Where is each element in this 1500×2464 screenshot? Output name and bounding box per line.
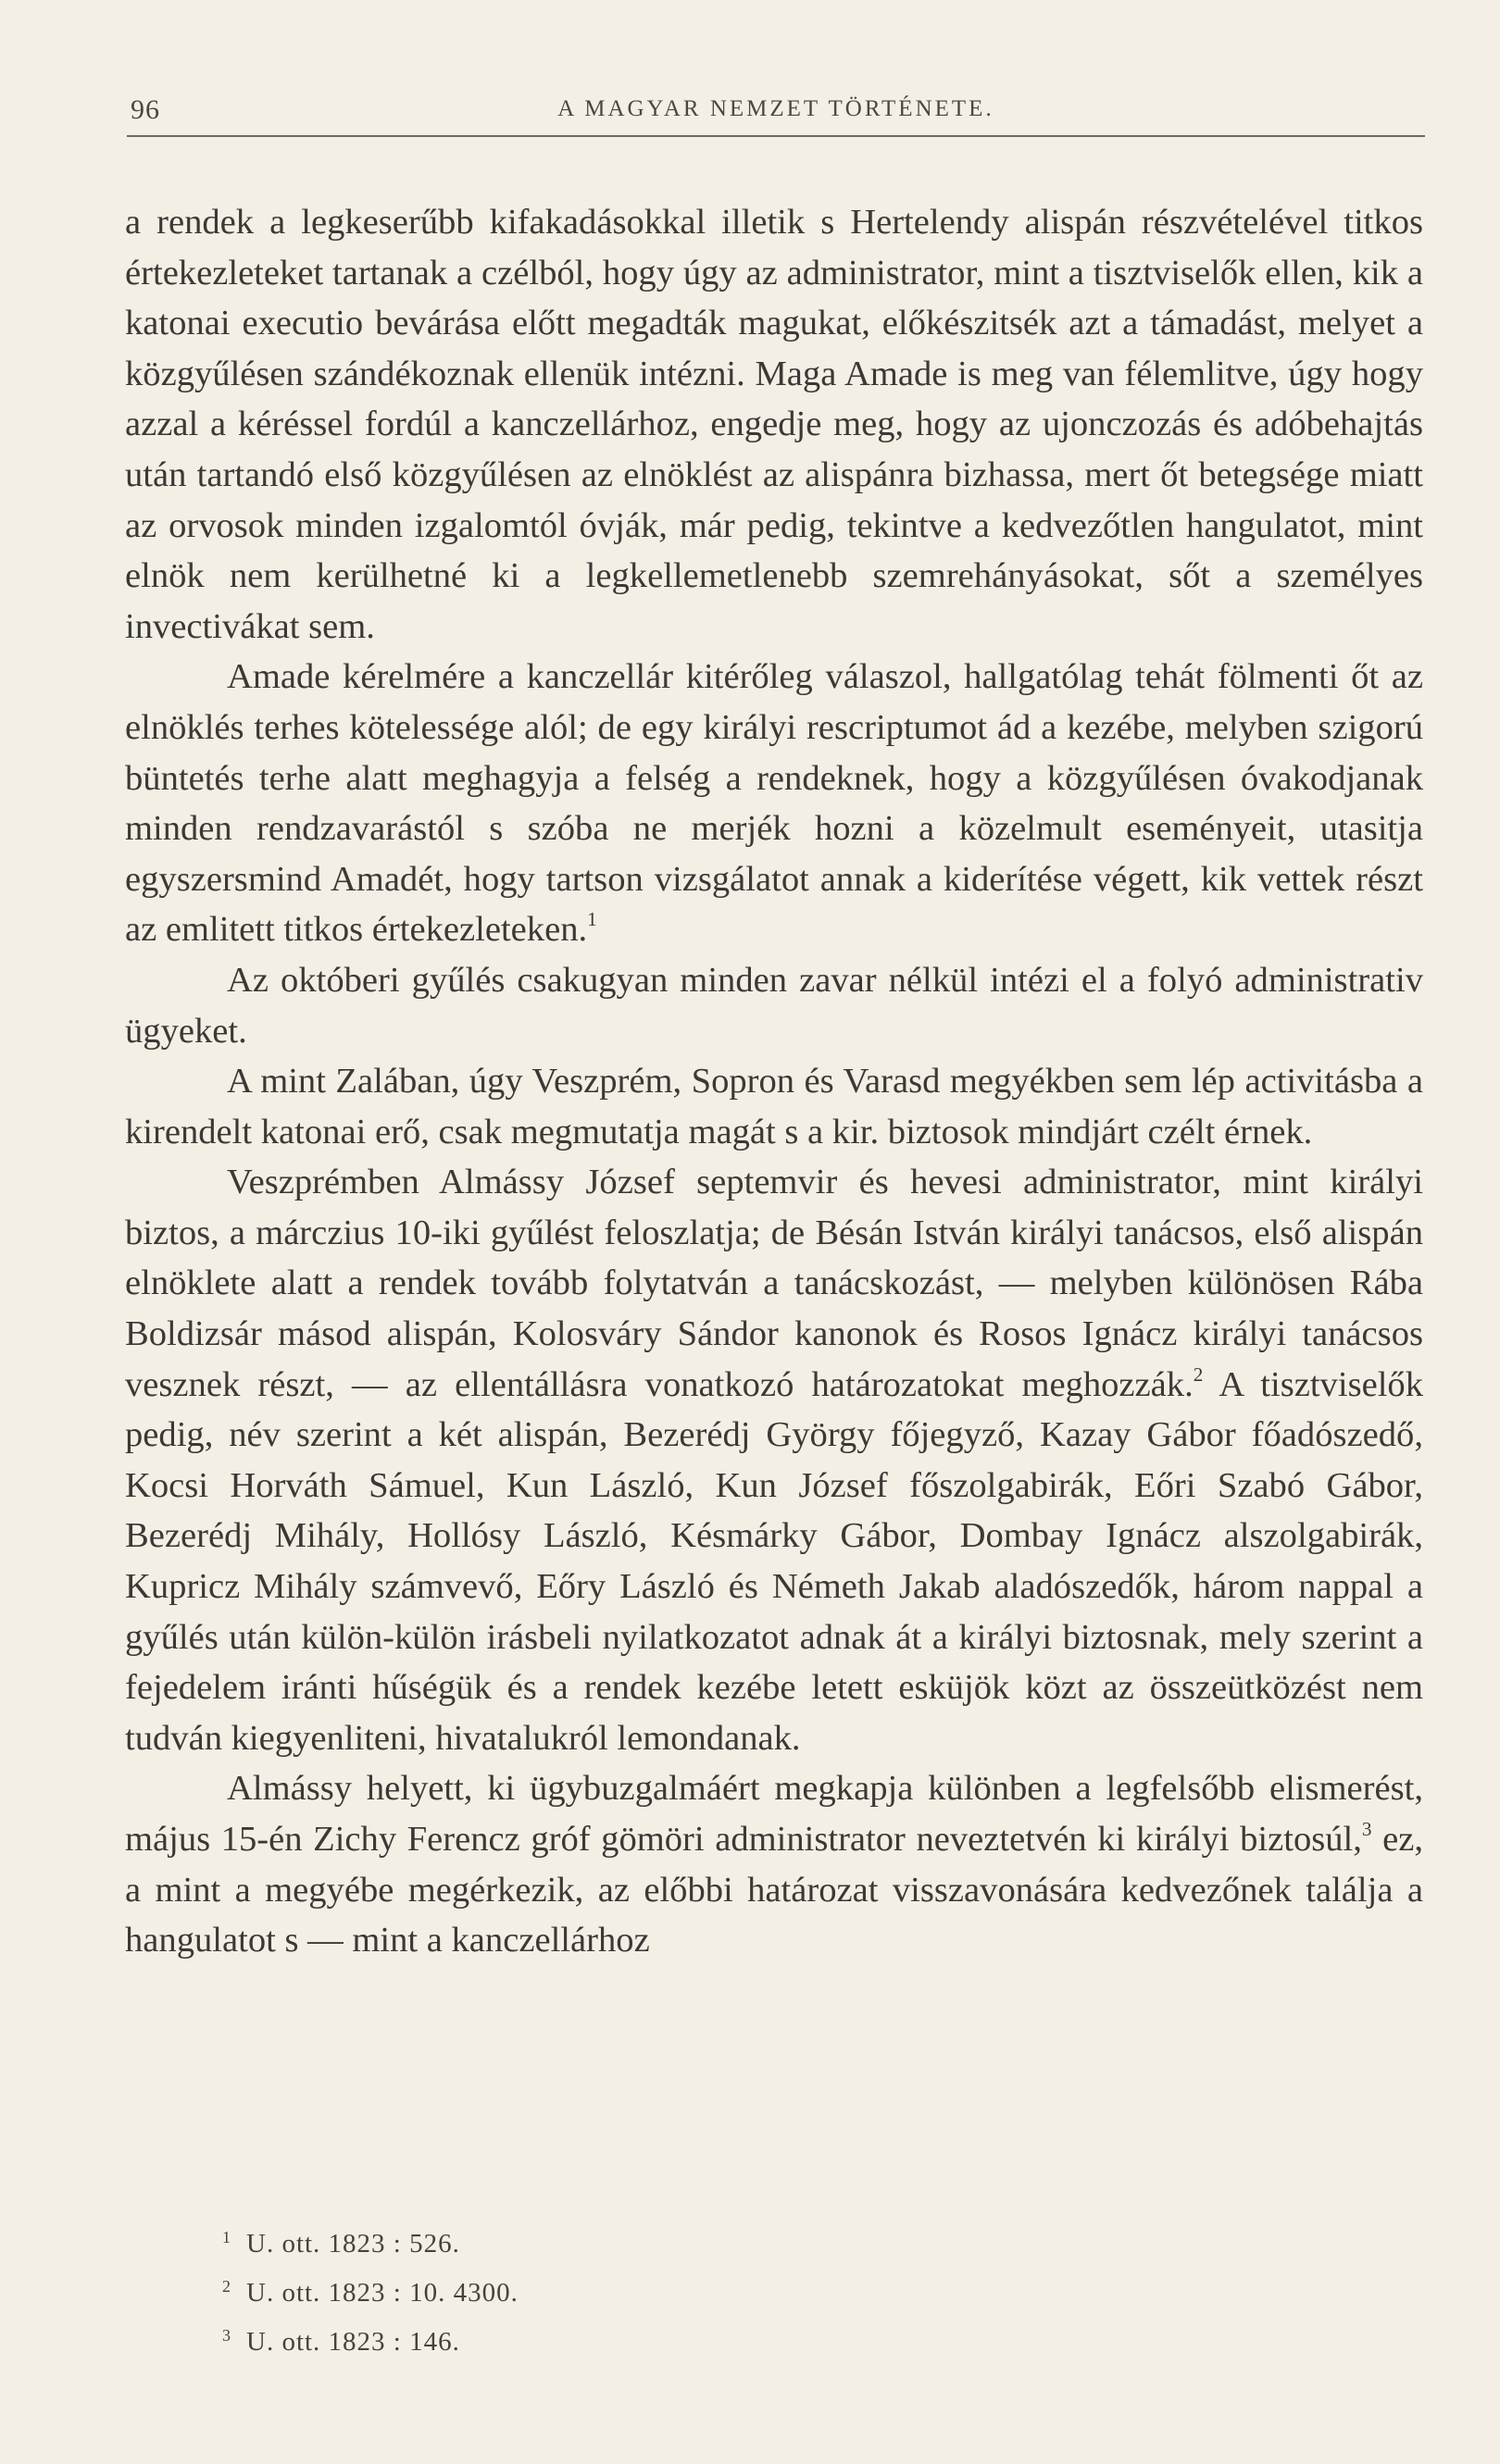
paragraph-6 <box>125 1763 1423 1965</box>
page-number: 96 <box>131 94 160 125</box>
paragraph-1 <box>125 197 1423 652</box>
running-head <box>127 94 1425 137</box>
paragraph-text: A mint Zalában, úgy Veszprém, Sopron és Varasd megyékben sem lép activitásba a kirendelt katonai erő, csak megmutatja magát s a kir. biztosok mindjárt czélt érnek. <box>125 1062 1423 1151</box>
footnote <box>222 2319 870 2368</box>
paragraph-text: Veszprémben Almássy József septemvir és hevesi administrator, mint királyi biztos, a márczius 10-iki gyűlést feloszlatja; de Bésán István királyi tanácsos, első alispán elnöklete alatt a rendek tovább folytatván a tanácskozást, — melyben különösen Rába Boldizsár másod alispán, Kolosváry Sándor kanonok és Rosos Ignácz királyi tanácsos vesznek részt, — az ellentállásra vonatkozó határozatokat meghozzák. <box>125 1163 1423 1404</box>
paragraph-4 <box>125 1056 1423 1157</box>
footnote-mark: 2 <box>222 2277 231 2296</box>
footnote-reference: 3 <box>1361 1818 1372 1841</box>
paragraph-text-continued: ez, a mint a megyébe megérkezik, az előbbi határozat visszavonására kedvezőnek találja a hangulatot s — mint a kanczellárhoz <box>125 1820 1423 1960</box>
body-text <box>125 197 1423 1966</box>
footnote-text: U. ott. 1823 : 10. 4300. <box>246 2278 519 2308</box>
footnote-text: U. ott. 1823 : 526. <box>246 2229 460 2259</box>
paragraph-text: Az októberi gyűlés csakugyan minden zavar nélkül intézi el a folyó administrativ ügyeket. <box>125 960 1423 1051</box>
running-title: A MAGYAR NEMZET TÖRTÉNETE. <box>557 96 994 121</box>
paragraph-5 <box>125 1157 1423 1763</box>
footnote-text: U. ott. 1823 : 146. <box>246 2327 460 2357</box>
footnote-mark: 3 <box>222 2326 231 2345</box>
footnote <box>222 2221 870 2270</box>
paragraph-text: Almássy helyett, ki ügybuzgalmáért megkapja különben a legfelsőbb elismerést, május 15-én Zichy Ferencz gróf gömöri administrator neveztetvén ki királyi biztosúl, <box>125 1769 1423 1859</box>
paragraph-text-continued: A tisztviselők pedig, név szerint a két alispán, Bezerédj György főjegyző, Kazay Gábor főadószedő, Kocsi Horváth Sámuel, Kun László, Kun József főszolgabirák, Eőri Szabó Gábor, Bezerédj Mihály, Hollósy László, Késmárky Gábor, Dombay Ignácz alszolgabirák, Kupricz Mihály számvevő, Eőry László és Németh Jakab aladószedők, három nappal a gyűlés után külön-külön irásbeli nyilatkozatot adnak át a királyi biztosnak, mely szerint a fejedelem iránti hűségük és a rendek kezébe letett esküjök közt az összeütközést nem tudván kiegyenliteni, hivatalukról lemondanak. <box>125 1364 1423 1758</box>
paragraph-2 <box>125 652 1423 955</box>
footnote-mark: 1 <box>222 2228 231 2246</box>
paragraph-text: Amade kérelmére a kanczellár kitérőleg válaszol, hallgatólag tehát fölmenti őt az elnöklés terhes kötelessége alól; de egy királyi rescriptumot ád a kezébe, melyben szigorú büntetés terhe alatt meghagyja a felség a rendeknek, hogy a közgyűlésen óvakodjanak minden rendzavarástól s szóba ne merjék hozni a közelmult eseményeit, utasitja egyszersmind Amadét, hogy tartson vizsgálatot annak a kiderítése végett, kik vettek részt az emlitett titkos értekezleteken. <box>125 657 1423 950</box>
footnote-reference: 1 <box>587 908 597 931</box>
footnote <box>222 2270 870 2319</box>
paragraph-text: a rendek a legkeserűbb kifakadásokkal illetik s Hertelendy alispán részvételével titkos értekezleteket tartanak a czélból, hogy úgy az administrator, mint a tisztviselők ellen, kik a katonai executio bevárása előtt megadták magukat, előkészitsék azt a támadást, melyet a közgyűlésen szándékoznak ellenük intézni. Maga Amade is meg van félemlitve, úgy hogy azzal a kéréssel fordúl a kanczellárhoz, engedje meg, hogy az ujonczozás és adóbehajtás után tartandó első közgyűlésen az elnöklést az alispánra bizhassa, mert őt betegsége miatt az orvosok minden izgalomtól óvják, már pedig, tekintve a kedvezőtlen hangulatot, mint elnök nem kerülhetné ki a legkellemetlenebb szemrehányásokat, sőt a személyes invectivákat sem. <box>125 203 1423 646</box>
paragraph-3 <box>125 955 1423 1056</box>
footnotes <box>222 2221 870 2368</box>
footnote-reference: 2 <box>1193 1363 1204 1386</box>
